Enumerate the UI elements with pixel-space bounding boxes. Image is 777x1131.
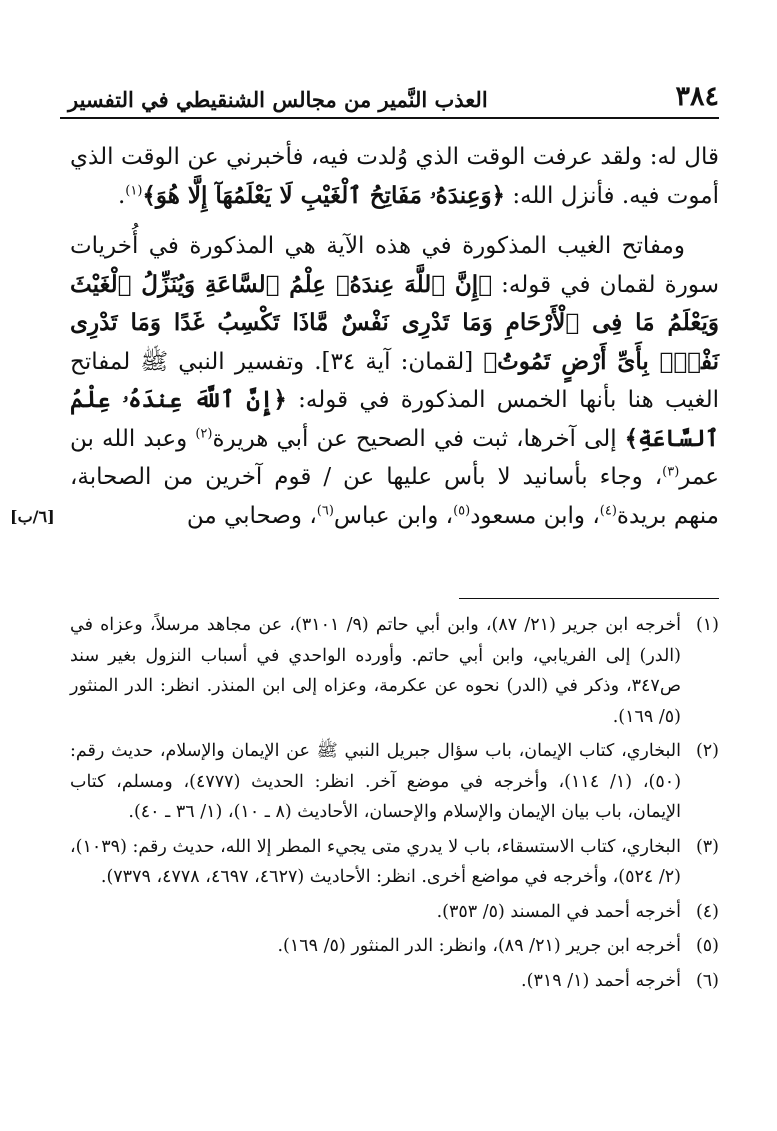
footnote-text: البخاري، كتاب الاستسقاء، باب لا يدري متى يجيء المطر إلا الله، حديث رقم: (١٠٣٩)، (٢/ ٥٢٤)، وأخرجه في مواضع أخرى. انظر: الأحاديث (٤٦٢٧، ٤٦٩٧، ٤٧٧٨، ٧٣٧٩). — [70, 836, 681, 887]
footnote-ref-1[interactable]: (١) — [125, 182, 143, 198]
paragraph-2 — [70, 227, 719, 535]
footnote-item — [70, 931, 719, 962]
quran-verse: ﴿وَعِندَهُۥ مَفَاتِحُ ٱلْغَيْبِ لَا يَعْلَمُهَآ إِلَّا هُوَ﴾ — [142, 181, 506, 209]
footnote-ref-6[interactable]: (٦) — [316, 502, 334, 518]
footnote-item — [70, 832, 719, 893]
footnote-number: (٢) — [695, 741, 719, 761]
quran-verse-short: ﴿إِنَّ ٱللَّهَ عِندَهُۥ عِلْمُ ٱلسَّاعَةِ﴾ — [70, 386, 720, 452]
page-number: ٣٨٤ — [675, 81, 719, 112]
footnote-text: البخاري، كتاب الإيمان، باب سؤال جبريل النبي ﷺ عن الإيمان والإسلام، حديث رقم: (٥٠)، (١/ ١١٤)، وأخرجه في موضع آخر. انظر: الحديث (٤٧٧٧)، ومسلم، كتاب الإيمان، باب بيان الإيمان والإسلام والإحسان، الأحاديث (٨ ـ ١٠)، (١/ ٣٦ ـ ٤٠). — [70, 741, 682, 822]
main-text — [70, 138, 719, 535]
footnote-item — [70, 610, 719, 732]
footnote-divider — [459, 598, 719, 599]
p2-text-b: [لقمان: آية ٣٤]. وتفسير النبي ﷺ لمفاتح الغيب هنا بأنها الخمس المذكورة في قوله: — [70, 348, 719, 413]
footnote-number: (١) — [695, 615, 719, 635]
footnote-number: (٤) — [695, 901, 719, 922]
p2-text-h: ، وصحابي من — [186, 502, 317, 529]
footnote-ref-4[interactable]: (٤) — [599, 502, 617, 518]
page-header — [68, 76, 719, 112]
footnote-item — [70, 897, 719, 928]
footnote-number: (٣) — [695, 836, 719, 857]
quran-verse-luqman: ﴿إِنَّ ٱللَّهَ عِندَهُۥ عِلْمُ ٱلسَّاعَةِ وَيُنَزِّلُ ٱلْغَيْثَ وَيَعْلَمُ مَا فِى ٱلْأَرْحَامِ وَمَا تَدْرِى نَفْسٌ مَّاذَا تَكْسِبُ غَدًا وَمَا تَدْرِى نَفْسٌۢ بِأَىِّ أَرْضٍ تَمُوتُ﴾ — [70, 270, 719, 375]
footnotes — [70, 610, 719, 1000]
footnote-number: (٥) — [695, 936, 719, 956]
p1-end: . — [117, 182, 126, 209]
manuscript-margin-note: [٦/ب] — [10, 507, 55, 526]
footnote-ref-3[interactable]: (٣) — [662, 464, 680, 480]
paragraph-1 — [70, 138, 719, 215]
footnote-text: أخرجه ابن جرير (٢١/ ٨٩)، وانظر: الدر المنثور (٥/ ١٦٩). — [277, 936, 681, 956]
p2-text-c: إلى آخرها، ثبت في الصحيح عن أبي هريرة — [212, 425, 625, 452]
footnote-item — [70, 736, 719, 828]
header-divider — [60, 117, 719, 119]
footnote-text: أخرجه أحمد (١/ ٣١٩). — [521, 970, 681, 991]
footnote-number: (٦) — [695, 970, 719, 991]
p2-text-e: ، وجاء بأسانيد لا بأس عليها عن / قوم آخرين من الصحابة، منهم بريدة — [70, 464, 719, 529]
running-title: العذب النَّمير من مجالس الشنقيطي في التفسير — [68, 87, 488, 112]
p2-text-a: ومفاتح الغيب المذكورة في هذه الآية هي المذكورة في أُخريات سورة لقمان في قوله: — [70, 233, 719, 298]
footnote-ref-2[interactable]: (٢) — [195, 425, 213, 441]
footnote-ref-5[interactable]: (٥) — [453, 502, 471, 518]
p2-text-f: ، وابن مسعود — [470, 502, 600, 529]
footnote-item — [70, 966, 719, 997]
footnote-text: أخرجه ابن جرير (٢١/ ٨٧)، وابن أبي حاتم (٩/ ٣١٠١)، عن مجاهد مرسلاً، وعزاه في (الدر) إلى الفريابي، وابن أبي حاتم. وأورده الواحدي في أسباب النزول بغير سند ص٣٤٧، وذكر في (الدر) نحوه عن عكرمة، وعزاه إلى ابن المنذر. انظر: الدر المنثور (٥/ ١٦٩). — [70, 615, 681, 727]
p1-text: قال له: ولقد عرفت الوقت الذي وُلدت فيه، فأخبرني عن الوقت الذي أموت فيه. فأنزل الله: — [70, 144, 719, 209]
p2-text-g: ، وابن عباس — [333, 502, 454, 529]
footnote-text: أخرجه أحمد في المسند (٥/ ٣٥٣). — [436, 901, 681, 922]
p2-text-d: وعبد الله بن عمر — [70, 425, 719, 490]
